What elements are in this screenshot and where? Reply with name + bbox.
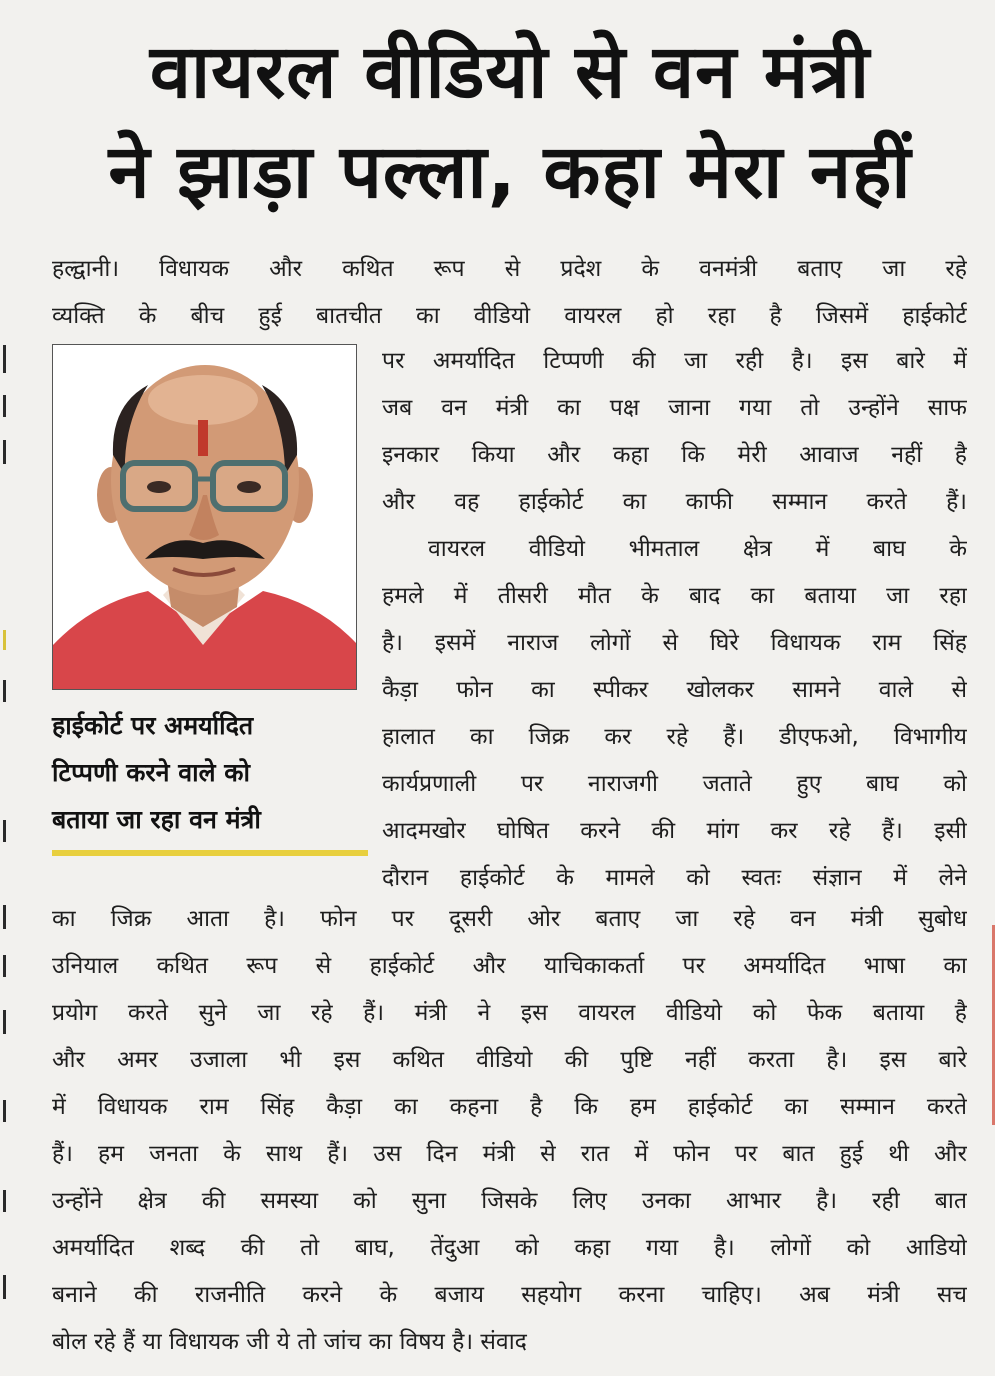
scan-edge-mark bbox=[3, 1010, 6, 1034]
article-line: हालात का जिक्र कर रहे हैं। डीएफओ, विभागीय bbox=[382, 724, 967, 750]
article-line: उनियाल कथित रूप से हाईकोर्ट और याचिकाकर्ता पर अमर्यादित भाषा का bbox=[52, 953, 967, 979]
article-line: पर अमर्यादित टिप्पणी की जा रही है। इस बारे में bbox=[382, 348, 967, 374]
scan-edge-mark bbox=[3, 630, 6, 650]
article-line: हैं। हम जनता के साथ हैं। उस दिन मंत्री से रात में फोन पर बात हुई थी और bbox=[52, 1141, 967, 1167]
scan-edge-mark bbox=[3, 1275, 6, 1299]
article-line: में विधायक राम सिंह कैड़ा का कहना है कि हम हाईकोर्ट का सम्मान करते bbox=[52, 1094, 967, 1120]
minister-photo bbox=[52, 344, 357, 690]
scan-edge-mark bbox=[3, 345, 6, 373]
article-line: है। इसमें नाराज लोगों से घिरे विधायक राम सिंह bbox=[382, 630, 967, 656]
article-line: कार्यप्रणाली पर नाराजगी जताते हुए बाघ को bbox=[382, 771, 967, 797]
caption-underline bbox=[52, 850, 368, 856]
article-line: और अमर उजाला भी इस कथित वीडियो की पुष्टि नहीं करता है। इस बारे bbox=[52, 1047, 967, 1073]
headline-line-1: वायरल वीडियो से वन मंत्री bbox=[149, 29, 871, 115]
article-line: आदमखोर घोषित करने की मांग कर रहे हैं। इसी bbox=[382, 818, 967, 844]
article-line: बोल रहे हैं या विधायक जी ये तो जांच का विषय है। संवाद bbox=[52, 1329, 527, 1355]
headline-line-2: ने झाड़ा पल्ला, कहा मेरा नहीं bbox=[108, 129, 912, 215]
article-line: इनकार किया और कहा कि मेरी आवाज नहीं है bbox=[382, 442, 967, 468]
caption-line: बताया जा रहा वन मंत्री bbox=[52, 805, 261, 834]
scan-edge-mark bbox=[3, 1190, 6, 1212]
photo-caption bbox=[52, 702, 362, 843]
scan-edge-mark bbox=[3, 440, 6, 464]
article-line: उन्होंने क्षेत्र की समस्या को सुना जिसके लिए उनका आभार है। रही बात bbox=[52, 1188, 967, 1214]
scan-edge-mark bbox=[3, 1100, 6, 1122]
article-line: और वह हाईकोर्ट का काफी सम्मान करते हैं। bbox=[382, 489, 967, 515]
article-line: अमर्यादित शब्द की तो बाघ, तेंदुआ को कहा गया है। लोगों को आडियो bbox=[52, 1235, 967, 1261]
article-line: का जिक्र आता है। फोन पर दूसरी ओर बताए जा रहे वन मंत्री सुबोध bbox=[52, 906, 967, 932]
article-intro bbox=[52, 246, 967, 340]
scan-edge-mark bbox=[3, 955, 6, 977]
article-line: कैड़ा फोन का स्पीकर खोलकर सामने वाले से bbox=[382, 677, 967, 703]
scan-edge-mark bbox=[3, 680, 6, 702]
headline bbox=[40, 22, 980, 222]
caption-line: हाईकोर्ट पर अमर्यादित bbox=[52, 711, 254, 740]
article-line: बनाने की राजनीति करने के बजाय सहयोग करना चाहिए। अब मंत्री सच bbox=[52, 1282, 967, 1308]
portrait-illustration bbox=[53, 345, 356, 689]
article-line: दौरान हाईकोर्ट के मामले को स्वतः संज्ञान में लेने bbox=[382, 865, 967, 891]
article-line: हल्द्वानी। विधायक और कथित रूप से प्रदेश के वनमंत्री बताए जा रहे bbox=[52, 256, 967, 282]
article-line: हमले में तीसरी मौत के बाद का बताया जा रहा bbox=[382, 583, 967, 609]
caption-line: टिप्पणी करने वाले को bbox=[52, 758, 250, 787]
article-line: व्यक्ति के बीच हुई बातचीत का वीडियो वायरल हो रहा है जिसमें हाईकोर्ट bbox=[52, 303, 967, 329]
scan-edge-mark bbox=[3, 395, 6, 417]
article-body bbox=[52, 896, 967, 1366]
scan-edge-mark bbox=[3, 820, 6, 842]
scan-edge-mark bbox=[3, 905, 6, 929]
article-line: वायरल वीडियो भीमताल क्षेत्र में बाघ के bbox=[428, 536, 967, 562]
article-line: जब वन मंत्री का पक्ष जाना गया तो उन्होंने साफ bbox=[382, 395, 967, 421]
article-line: प्रयोग करते सुने जा रहे हैं। मंत्री ने इस वायरल वीडियो को फेक बताया है bbox=[52, 1000, 967, 1026]
article-side-column bbox=[382, 338, 967, 902]
